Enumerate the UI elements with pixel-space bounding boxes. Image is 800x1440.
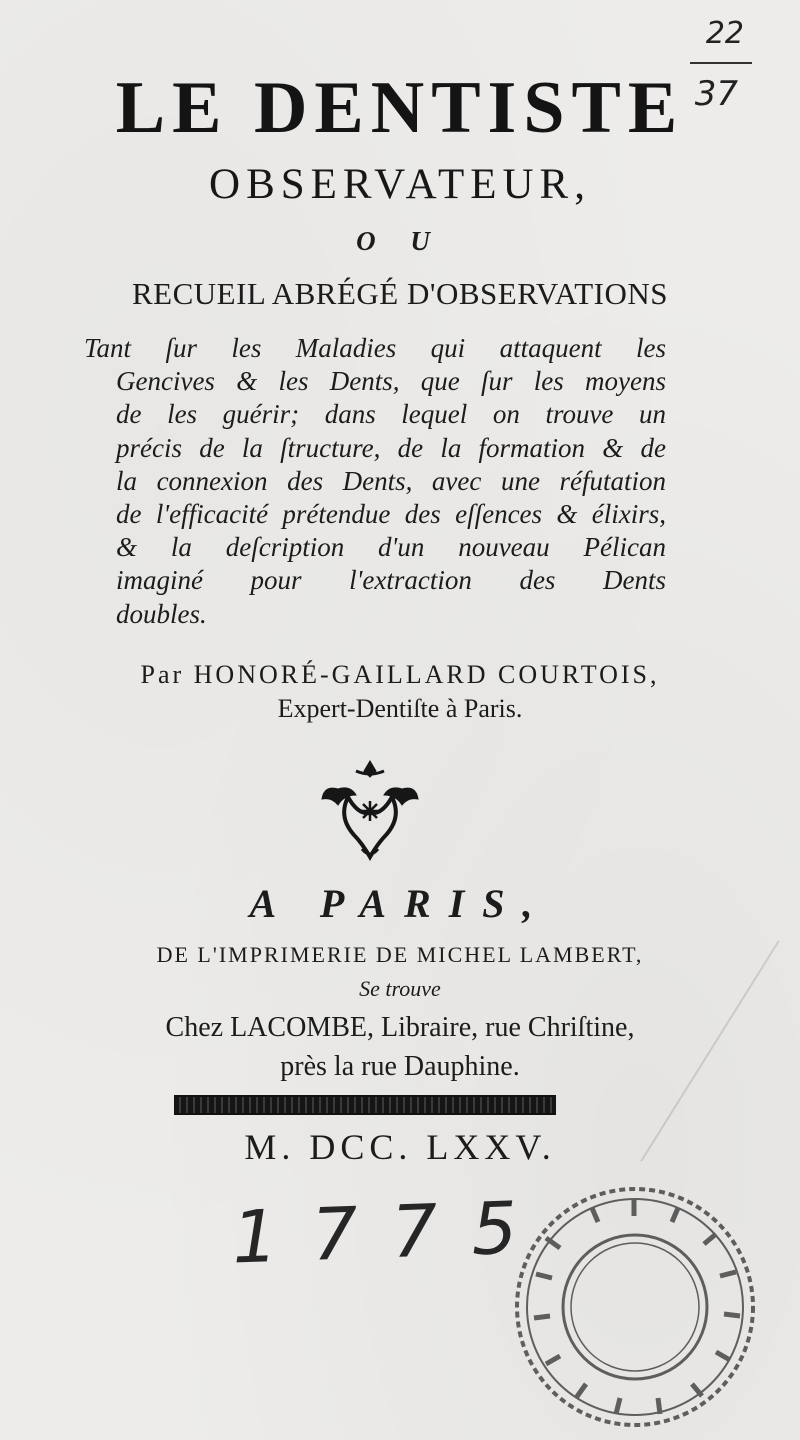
description-line: de l'efficacité prétendue des eſſences & élixirs, bbox=[116, 499, 666, 530]
description-line: imaginé pour l'extraction des Dents bbox=[116, 565, 666, 596]
description-line: doubles. bbox=[116, 598, 207, 629]
imprint-se-trouve: Se trouve bbox=[359, 976, 441, 1001]
title-conjunction: O U bbox=[356, 226, 444, 256]
shelfmark-bottom: 37 bbox=[694, 74, 738, 114]
title-main: LE DENTISTE bbox=[115, 67, 685, 149]
imprint-bookseller: Chez LACOMBE, Libraire, rue Chriſtine, bbox=[165, 1012, 635, 1043]
description-line: Tant ſur les Maladies qui attaquent les bbox=[84, 333, 666, 363]
description-line: la connexion des Dents, avec une réfutation bbox=[116, 465, 666, 496]
shelfmark-divider bbox=[690, 62, 752, 64]
description-line: & la deſcription d'un nouveau Pélican bbox=[116, 532, 666, 563]
title-second-line: OBSERVATEUR, bbox=[209, 161, 591, 208]
description-line: de les guérir; dans lequel on trouve un bbox=[116, 399, 666, 430]
author-role: Expert-Dentiſte à Paris. bbox=[277, 694, 523, 723]
imprint-date: M. DCC. LXXV. bbox=[244, 1127, 556, 1167]
imprint-printer: DE L'IMPRIMERIE DE MICHEL LAMBERT, bbox=[156, 942, 644, 967]
library-stamp-icon bbox=[506, 1178, 764, 1436]
description-paragraph bbox=[84, 332, 666, 631]
imprint-place: A PARIS, bbox=[249, 881, 551, 926]
imprint-address: près la rue Dauphine. bbox=[280, 1051, 520, 1082]
shelfmark-top: 22 bbox=[705, 16, 744, 51]
description-line: précis de la ſtructure, de la formation & de bbox=[116, 432, 666, 463]
subtitle: RECUEIL ABRÉGÉ D'OBSERVATIONS bbox=[131, 276, 669, 311]
handwritten-year: 1775 bbox=[230, 1184, 553, 1280]
description-line: Gencives & les Dents, que ſur les moyens bbox=[116, 366, 666, 397]
decorative-rule bbox=[174, 1095, 556, 1115]
fleuron-vignette-icon bbox=[318, 757, 422, 861]
author-byline: Par HONORÉ-GAILLARD COURTOIS, bbox=[140, 660, 660, 689]
